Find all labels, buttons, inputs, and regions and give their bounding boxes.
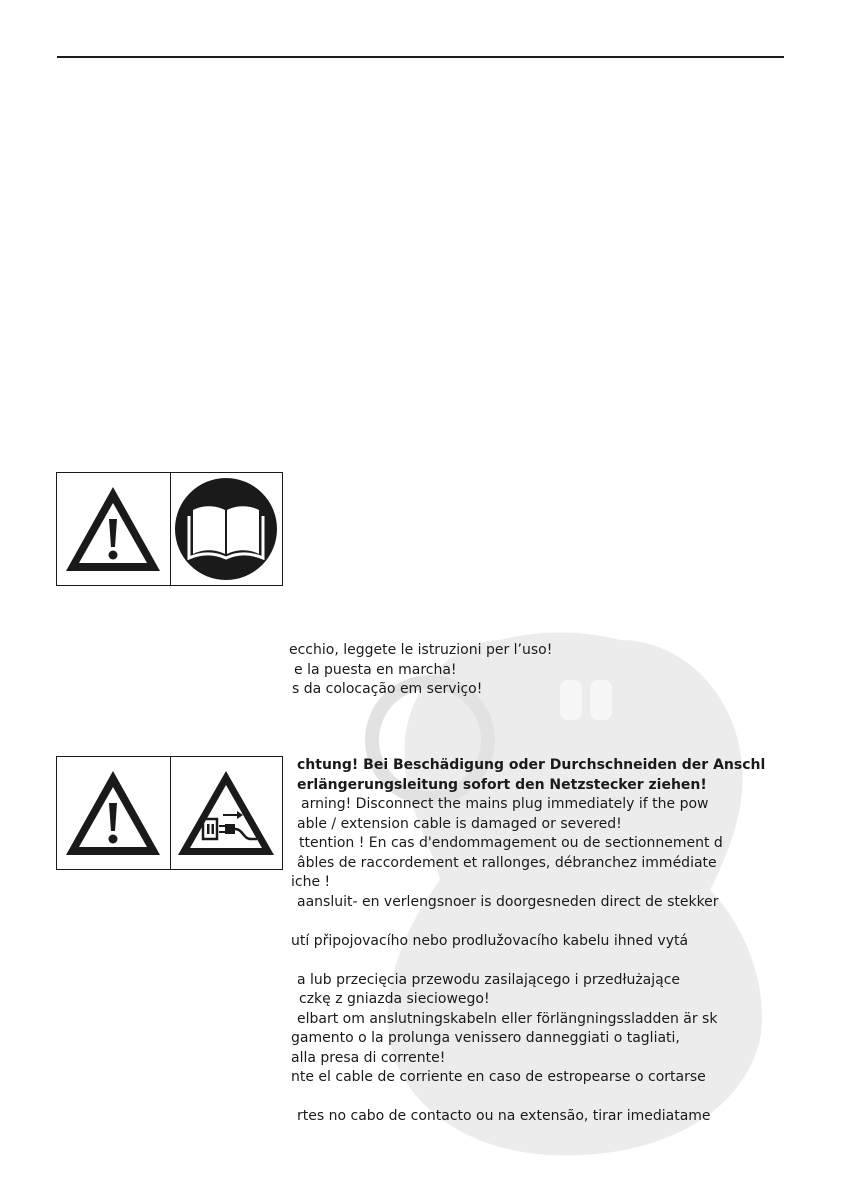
cable-line-pl-1: a lub przecięcia przewodu zasilającego i przedłużające — [297, 971, 681, 988]
unplug-icon-group — [56, 756, 283, 870]
cable-line-it-1: gamento o la prolunga venissero danneggiati o tagliati, — [291, 1030, 680, 1046]
cable-line-fr-3: iche ! — [291, 874, 331, 890]
warning-cell — [57, 473, 170, 585]
cable-line-es-1: nte el cable de corriente en caso de estropearse o cortarse — [291, 1069, 706, 1085]
cable-line-nl-1: aansluit- en verlengsnoer is doorgesneden direct de stekker — [297, 893, 719, 910]
cable-line-sv-1: elbart om anslutningskabeln eller förlängningssladden är sk — [297, 1010, 718, 1027]
manual-line: s da colocação em serviço! — [292, 681, 483, 697]
cable-line-fr-1: ttention ! En cas d'endommagement ou de sectionnement d — [299, 835, 723, 851]
warning-heading-de-1: chtung! Bei Beschädigung oder Durchschneiden der Anschl — [297, 757, 766, 773]
unplug-cell — [170, 757, 283, 869]
cable-line-cs-1: utí připojovacího nebo prodlužovacího kabelu ihned vytá — [291, 932, 689, 949]
manual-line: e la puesta en marcha! — [294, 661, 457, 678]
warning-cell — [57, 757, 170, 869]
read-manual-icon-group — [56, 472, 283, 586]
unplug-cable-warning-icon — [173, 765, 279, 861]
warning-heading-de-2: erlängerungsleitung sofort den Netzstecker ziehen! — [297, 776, 707, 793]
cable-warning-text — [289, 756, 843, 1127]
cable-line-en-1: arning! Disconnect the mains plug immediately if the pow — [301, 796, 709, 812]
warning-triangle-icon — [61, 481, 165, 577]
cable-line-en-2: able / extension cable is damaged or severed! — [297, 815, 622, 832]
manual-line: ecchio, leggete le istruzioni per l’uso! — [289, 642, 553, 658]
cable-line-pt-1: rtes no cabo de contacto ou na extensão, tirar imediatame — [297, 1108, 711, 1124]
cable-line-it-2: alla presa di corrente! — [291, 1049, 446, 1066]
cable-line-pl-2: czkę z gniazda sieciowego! — [299, 991, 490, 1007]
manual-cell — [170, 473, 283, 585]
cable-line-fr-2: âbles de raccordement et rallonges, débranchez immédiate — [297, 854, 717, 871]
read-manual-text — [289, 641, 843, 700]
read-manual-icon — [173, 476, 279, 582]
header-rule — [57, 56, 784, 58]
warning-triangle-icon — [61, 765, 165, 861]
